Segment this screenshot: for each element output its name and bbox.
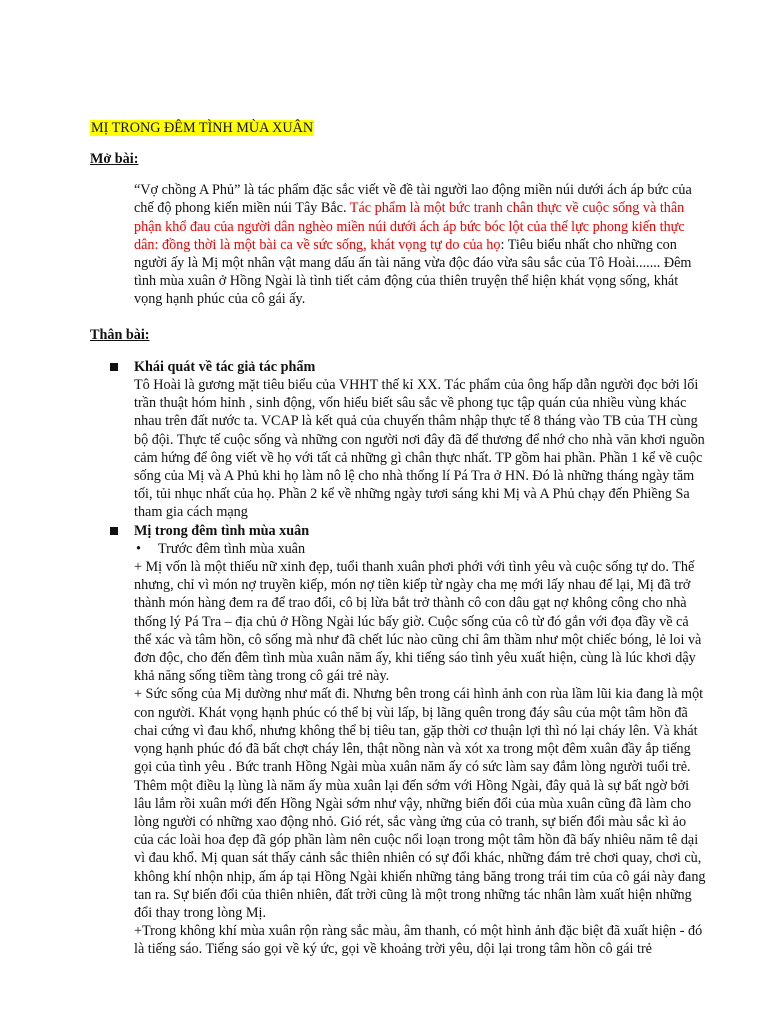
intro-text-red: Tác phẩm là một bức tranh chân thực về cuộc sống và thân phận khổ đau của người dân nghèo miền núi dưới ách áp bức bóc lột của thế lực phong kiến thực dân: đồng thời là một bài ca về sức sống, khát vọng tự do của họ [134, 200, 685, 253]
title-highlight: MỊ TRONG ĐÊM TÌNH MÙA XUÂN [91, 120, 314, 136]
section-2-heading-text: Mị trong đêm tình mùa xuân [134, 522, 310, 539]
section-1-heading-text: Khái quát về tác giả tác phẩm [134, 358, 316, 375]
section-2-heading [134, 522, 708, 540]
section-2-paragraph-3: +Trong không khí mùa xuân rộn ràng sắc màu, âm thanh, có một hình ảnh đặc biệt đã xuất hiện - đó là tiếng sáo. Tiếng sáo gọi về ký ức, gọi về khoảng trời yêu, dội lại trong tâm hồn cô gái trẻ [134, 923, 703, 958]
square-bullet-icon [110, 527, 118, 535]
section-1-text: Tô Hoài là gương mặt tiêu biểu của VHHT thế kỉ XX. Tác phẩm của ông hấp dẫn người đọc bởi lối trần thuật hóm hỉnh , sinh động, vốn hiểu biết sâu sắc về phong tục tập quán của nhiều vùng khác nhau trên đất nước ta. VCAP là kết quả của chuyến thâm nhập thực tế 8 tháng vào TB của TH cùng bộ đội. Thực tế cuộc sống và những con người nơi đây đã để thương để nhớ cho nhà văn khơi nguồn cảm hứng để ông viết về họ với tất cả những gì chân thực nhất. TP gồm hai phần. Phần 1 kể về cuộc sống của Mị và A Phủ khi họ làm nô lệ cho nhà thống lí Pá Tra ở HN. Đó là những tháng ngày tăm tối, tủi nhục nhất của họ. Phần 2 kể về những ngày tươi sáng khi Mị và A Phủ chạy đến Phiềng Sa tham gia cách mạng [134, 377, 705, 521]
intro-paragraph [134, 181, 708, 308]
sub-bullet-text: Trước đêm tình mùa xuân [158, 540, 306, 557]
round-bullet-icon: • [136, 540, 141, 557]
square-bullet-icon [110, 363, 118, 371]
intro-heading: Mở bài: [90, 151, 139, 167]
section-2-paragraph-2: + Sức sống của Mị dường như mất đi. Nhưng bên trong cái hình ảnh con rùa lầm lũi kia đang là một con người. Khát vọng hạnh phúc có thể bị vùi lấp, bị lãng quên trong đáy sâu của một tâm hồn đã chai cứng vì đau khổ, nhưng không thể bị tiêu tan, gặp thời cơ thuận lợi thì nó lại cháy lên. Và khát vọng hạnh phúc đó đã bất chợt cháy lên, thật nồng nàn và xót xa trong một đêm xuân đầy ắp tiếng gọi của tình yêu . Bức tranh Hồng Ngài mùa xuân năm ấy có sức làm say đắm lòng người tuổi trẻ. Thêm một điều lạ lùng là năm ấy mùa xuân lại đến sớm với Hồng Ngài, đây quả là sự bất ngờ bởi lâu lắm rồi xuân mới đến Hồng Ngài sớm như vậy, những biến đổi của mùa xuân cũng đã làm cho lòng người có những xao động nhỏ. Gió rét, sắc vàng ửng của cỏ tranh, sự biến đổi màu sắc kì ảo của các loài hoa đẹp đã góp phần làm nên cuộc nổi loạn trong một tâm hồn đã bấy nhiêu năm tê dại vì đau khổ. Mị quan sát thấy cảnh sắc thiên nhiên có sự đổi khác, những đám trẻ chơi quay, chơi cù, không khí nhộn nhịp, ấm áp tại Hồng Ngài khiến những tảng băng trong trái tim của cô gái này đang tan ra. Sự biến đổi của thiên nhiên, đất trời cũng là một trong những tác nhân làm xuất hiện những đổi thay trong lòng Mị. [134, 686, 706, 921]
intro-text-1: “Vợ chồng A Phủ” là tác phẩm đặc sắc viết về đề tài người lao động miền núi dưới ách áp bức của chế độ phong kiến miền núi Tây Bắc. [134, 182, 692, 217]
section-1-heading [134, 358, 708, 376]
body-heading: Thân bài: [90, 326, 150, 343]
intro-text-3: : Tiêu biểu nhất cho những con người ấy là Mị một nhân vật mang dấu ấn tài năng vừa độc đáo vừa sâu sắc của Tô Hoài....... Đêm tình mùa xuân ở Hồng Ngài là tình tiết cảm động của thiên truyện thể hiện khát vọng sống, khát vọng hạnh phúc của cô gái ấy. [134, 236, 692, 308]
section-2-paragraph-1: + Mị vốn là một thiếu nữ xinh đẹp, tuổi thanh xuân phơi phới với tình yêu và cuộc sống tự do. Thế nhưng, chỉ vì món nợ truyền kiếp, món nợ tiền kiếp từ ngày cha mẹ mới lấy nhau để lại, Mị đã trở thành món hàng đem ra để trao đổi, cô bị lừa bắt trở thành cô con dâu gạt nợ không công cho nhà thống lý Pá Tra – địa chủ ở Hồng Ngài lúc bấy giờ. Cuộc sống của cô từ đó gắn với đọa đầy về cả thể xác và tâm hồn, cô sống mà như đã chết lúc nào cũng chỉ âm thầm như một chiếc bóng, lẻ loi và đơn độc, cho đến đêm tình mùa xuân năm ấy, khi tiếng sáo tình yêu xuất hiện, cùng là lúc khơi dậy khả năng sống tiềm tàng trong cô gái trẻ này. [134, 559, 702, 685]
sub-bullet-item [136, 540, 708, 558]
document-title [90, 119, 708, 139]
